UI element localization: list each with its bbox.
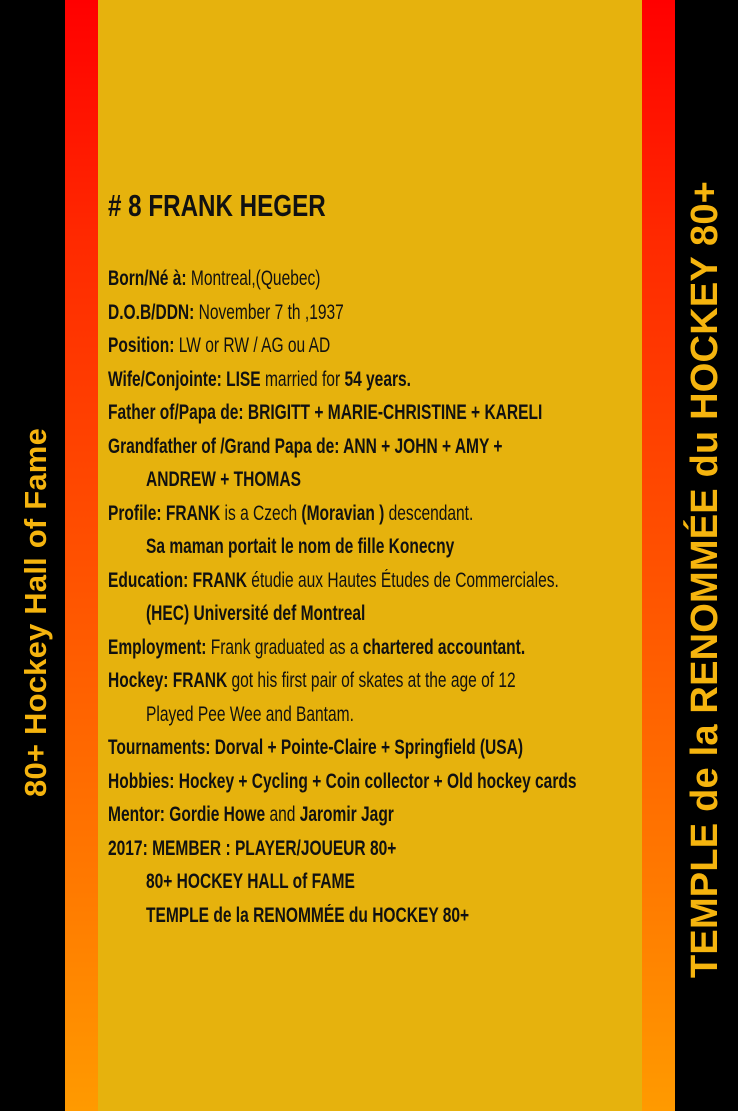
player-bio — [108, 262, 738, 932]
tournaments-text: Tournaments: Dorval + Pointe-Claire + Springfield (USA) — [108, 736, 524, 759]
hobbies-line — [108, 765, 577, 799]
born-label: Born/Né à: — [108, 267, 187, 290]
position-value: LW or RW / AG ou AD — [174, 334, 331, 357]
hockey-text-cont: Played Pee Wee and Bantam. — [146, 702, 354, 726]
dob-line — [108, 296, 577, 330]
profile-text-cont: Sa maman portait le nom de fille Konecny — [146, 535, 455, 558]
hockey-line-cont — [146, 698, 615, 732]
grandfather-line-cont — [146, 463, 615, 497]
father-text: Father of/Papa de: BRIGITT + MARIE-CHRISTINE + KARELI — [108, 401, 543, 424]
employment-text: Frank graduated as a — [206, 635, 363, 659]
left-banner-text: 80+ Hockey Hall of Fame — [18, 427, 53, 797]
mentor-label: Mentor: Gordie Howe — [108, 803, 266, 826]
dob-value: November 7 th ,1937 — [194, 300, 344, 324]
member-line-3 — [146, 899, 615, 933]
position-line — [108, 329, 577, 363]
member-text-2: 80+ HOCKEY HALL of FAME — [146, 870, 355, 893]
profile-text: is a Czech — [220, 501, 302, 525]
player-title: # 8 FRANK HEGER — [108, 188, 326, 223]
profile-label: Profile: FRANK — [108, 501, 221, 525]
member-text: 2017: MEMBER : PLAYER/JOUEUR 80+ — [108, 836, 397, 860]
employment-title: chartered accountant. — [362, 635, 526, 659]
mentor-second: Jaromir Jagr — [299, 803, 394, 826]
hockey-line — [108, 664, 577, 698]
grandfather-text-cont: ANDREW + THOMAS — [146, 468, 301, 491]
father-line — [108, 396, 577, 430]
mentor-line — [108, 798, 577, 832]
position-label: Position: — [108, 334, 175, 357]
hockey-text: got his first pair of skates at the age of 12 — [227, 669, 516, 692]
right-banner-text: TEMPLE de la RENOMMÉE du HOCKEY 80+ — [684, 180, 726, 978]
hockey-label: Hockey: FRANK — [108, 669, 228, 692]
left-gradient-stripe — [65, 0, 98, 1111]
profile-line-cont — [146, 530, 615, 564]
born-value: Montreal,(Quebec) — [186, 267, 321, 290]
grandfather-text: Grandfather of /Grand Papa de: ANN + JOHN + AMY + — [108, 434, 503, 458]
education-line — [108, 564, 577, 598]
wife-line — [108, 363, 577, 397]
hobbies-text: Hobbies: Hockey + Cycling + Coin collector + Old hockey cards — [108, 769, 577, 793]
education-text: étudie aux Hautes Études de Commerciales. — [246, 568, 559, 592]
member-text-3: TEMPLE de la RENOMMÉE du HOCKEY 80+ — [146, 903, 470, 927]
wife-label: Wife/Conjointe: LISE — [108, 367, 261, 391]
wife-text: married for — [260, 367, 345, 391]
education-label: Education: FRANK — [108, 568, 247, 592]
tournaments-line — [108, 731, 577, 765]
profile-line — [108, 497, 577, 531]
employment-label: Employment: — [108, 635, 207, 659]
employment-line — [108, 631, 577, 665]
profile-origin: (Moravian ) — [301, 501, 385, 525]
education-line-cont — [146, 597, 615, 631]
mentor-and: and — [265, 803, 300, 826]
grandfather-line — [108, 430, 577, 464]
member-line-2 — [146, 865, 615, 899]
wife-years: 54 years. — [344, 367, 411, 391]
born-line — [108, 262, 577, 296]
member-line — [108, 832, 577, 866]
dob-label: D.O.B/DDN: — [108, 300, 195, 324]
education-text-cont: (HEC) Université def Montreal — [146, 602, 366, 625]
profile-text-end: descendant. — [384, 501, 474, 525]
